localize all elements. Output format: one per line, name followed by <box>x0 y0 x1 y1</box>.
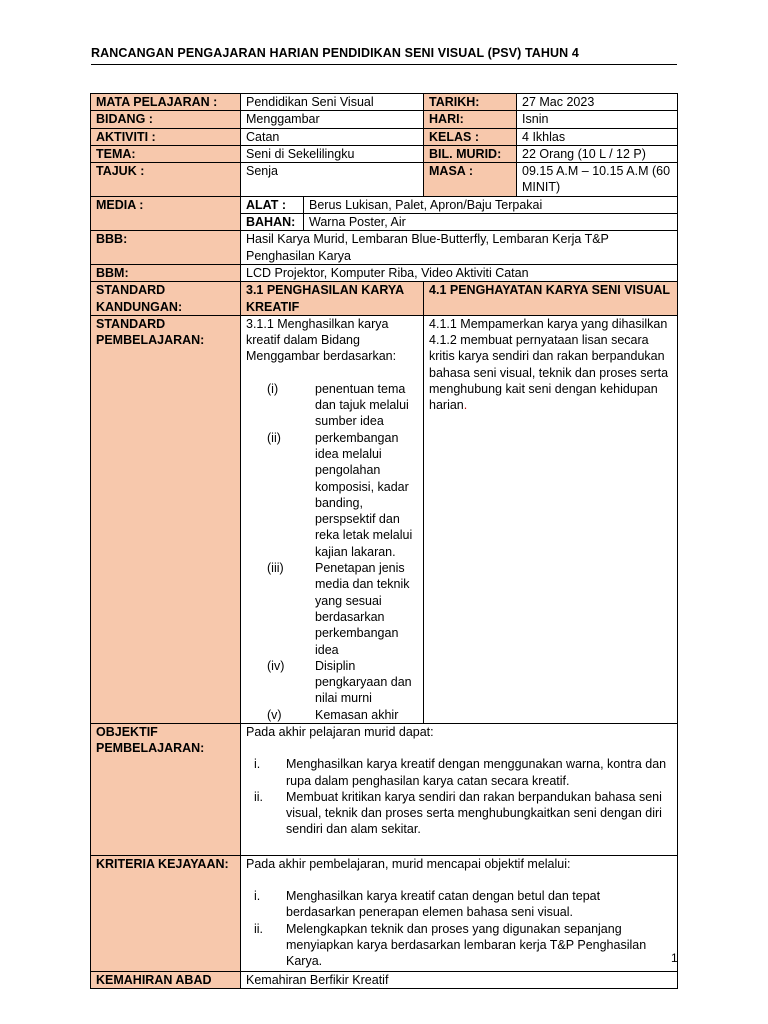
row-kemahiran-abad <box>91 971 678 988</box>
sk-penghayatan-karya: 4.1 PENGHAYATAN KARYA SENI VISUAL <box>424 282 678 316</box>
sp-col2-item-a: 4.1.1 Mempamerkan karya yang dihasilkan <box>429 316 668 331</box>
document-header: RANCANGAN PENGAJARAN HARIAN PENDIDIKAN SENI VISUAL (PSV) TAHUN 4 <box>91 46 677 65</box>
value-masa: 09.15 A.M – 10.15 A.M (60 MINIT) <box>517 163 678 197</box>
row-objektif <box>91 723 678 855</box>
row-bbm <box>91 264 678 281</box>
list-item: (iv) Disiplin pengkaryaan dan nilai murni <box>267 658 412 706</box>
sk-penghasilan-karya: 3.1 PENGHASILAN KARYA KREATIF <box>241 282 424 316</box>
value-bbb: Hasil Karya Murid, Lembaran Blue-Butterfly, Lembaran Kerja T&P Penghasilan Karya <box>241 231 678 265</box>
label-bil-murid: BIL. MURID: <box>424 145 517 162</box>
list-item: (i) penentuan tema dan tajuk melalui sumber idea <box>267 381 409 429</box>
value-tajuk: Senja <box>241 163 424 197</box>
label-bbb: BBB: <box>91 231 241 265</box>
row-mata-pelajaran <box>91 94 678 111</box>
list-item: (iii) Penetapan jenis media dan teknik yang sesuai berdasarkan perkembangan idea <box>267 561 410 657</box>
list-item: ii. Melengkapkan teknik dan proses yang digunakan sepanjang menyiapkan karya berdasarkan lembaran kerja T&P Penghasilan Karya. <box>254 921 647 969</box>
media-cell <box>241 196 678 231</box>
objektif-cell <box>241 723 678 855</box>
value-aktiviti: Catan <box>241 128 424 145</box>
label-standard-kandungan: STANDARD KANDUNGAN: <box>91 282 241 316</box>
label-kriteria: KRITERIA KEJAYAAN: <box>91 855 241 971</box>
label-masa: MASA : <box>424 163 517 197</box>
objektif-intro: Pada akhir pelajaran murid dapat: <box>246 724 434 739</box>
kriteria-intro: Pada akhir pembelajaran, murid mencapai objektif melalui: <box>246 856 571 871</box>
list-item: (ii) perkembangan idea melalui pengolahan komposisi, kadar banding, perspsektif dan reka letak melalui kajian lakaran. <box>267 430 413 559</box>
row-media <box>91 196 678 231</box>
sp-column-2 <box>424 315 678 723</box>
label-tema: TEMA: <box>91 145 241 162</box>
row-bbb <box>91 231 678 265</box>
sp-col1-intro: 3.1.1 Menghasilkan karya kreatif dalam Bidang Menggambar berdasarkan: <box>246 316 397 364</box>
value-kemahiran-abad: Kemahiran Berfikir Kreatif <box>241 971 678 988</box>
label-tarikh: TARIKH: <box>424 94 517 111</box>
kriteria-list <box>246 888 672 969</box>
row-bidang <box>91 111 678 128</box>
value-bbm: LCD Projektor, Komputer Riba, Video Aktiviti Catan <box>241 264 678 281</box>
label-tajuk: TAJUK : <box>91 163 241 197</box>
page-number: 1 <box>671 951 678 965</box>
label-bbm: BBM: <box>91 264 241 281</box>
value-tema: Seni di Sekelilingku <box>241 145 424 162</box>
value-alat: Berus Lukisan, Palet, Apron/Baju Terpakai <box>304 197 678 214</box>
lesson-plan-table <box>90 93 678 989</box>
kriteria-cell <box>241 855 678 971</box>
label-objektif: OBJEKTIF PEMBELAJARAN: <box>91 723 241 855</box>
value-hari: Isnin <box>517 111 678 128</box>
label-mata-pelajaran: MATA PELAJARAN : <box>91 94 241 111</box>
list-item: i. Menghasilkan karya kreatif catan dengan betul dan tepat berdasarkan penerapan elemen bahasa seni visual. <box>254 889 601 920</box>
value-kelas: 4 Ikhlas <box>517 128 678 145</box>
list-item: ii. Membuat kritikan karya sendiri dan rakan berpandukan bahasa seni visual, teknik dan proses serta menghubungkaitkan seni dengan diri sendiri dan alam sekitar. <box>254 789 662 837</box>
sp-col2-item-b: 4.1.2 membuat pernyataan lisan secara kritis karya sendiri dan rakan berpandukan bahasa seni visual, teknik dan proses serta menghubung kait seni dengan kehidupan harian. <box>429 333 669 413</box>
row-standard-pembelajaran <box>91 315 678 723</box>
list-item: (v) Kemasan akhir <box>267 707 399 722</box>
label-kemahiran-abad: KEMAHIRAN ABAD <box>91 971 241 988</box>
row-kriteria <box>91 855 678 971</box>
sp-column-1 <box>241 315 424 723</box>
label-standard-pembelajaran: STANDARD PEMBELAJARAN: <box>91 315 241 723</box>
row-standard-kandungan <box>91 282 678 316</box>
label-bidang: BIDANG : <box>91 111 241 128</box>
label-media: MEDIA : <box>91 196 241 231</box>
list-item: i. Menghasilkan karya kreatif dengan menggunakan warna, kontra dan rupa dalam penghasilan karya catan secara kreatif. <box>254 757 667 788</box>
objektif-list <box>246 756 672 837</box>
row-aktiviti <box>91 128 678 145</box>
row-tema <box>91 145 678 162</box>
label-hari: HARI: <box>424 111 517 128</box>
label-aktiviti: AKTIVITI : <box>91 128 241 145</box>
row-tajuk <box>91 163 678 197</box>
media-subtable <box>241 197 677 231</box>
label-bahan: BAHAN: <box>241 214 304 231</box>
label-alat: ALAT : <box>241 197 304 214</box>
value-mata-pelajaran: Pendidikan Seni Visual <box>241 94 424 111</box>
value-tarikh: 27 Mac 2023 <box>517 94 678 111</box>
value-bahan: Warna Poster, Air <box>309 215 406 230</box>
value-bidang: Menggambar <box>241 111 424 128</box>
sp-col1-list <box>246 381 418 723</box>
value-bil-murid: 22 Orang (10 L / 12 P) <box>517 145 678 162</box>
label-kelas: KELAS : <box>424 128 517 145</box>
